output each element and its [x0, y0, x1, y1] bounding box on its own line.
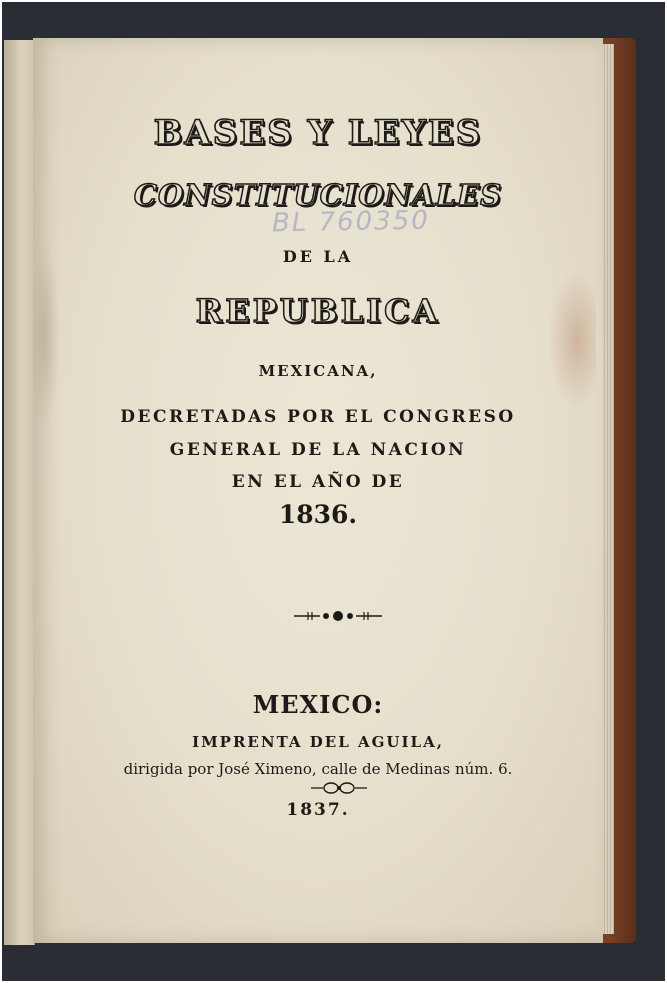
title-line-2: CONSTITUCIONALES — [133, 178, 503, 212]
decree-year: 1836. — [278, 500, 358, 529]
decree-line-2: GENERAL DE LA NACION — [169, 440, 467, 460]
gutter-strip — [4, 40, 35, 945]
mexicana-text: MEXICANA, — [258, 362, 378, 380]
title-line-1: BASES Y LEYES — [153, 113, 483, 153]
imprint-city: MEXICO: — [252, 690, 384, 719]
publication-year: 1837. — [286, 800, 350, 820]
decree-line-1: DECRETADAS POR EL CONGRESO — [120, 407, 516, 427]
decree-line-3: EN EL AÑO DE — [231, 472, 405, 492]
imprint-address: dirigida por José Ximeno, calle de Medinas núm. 6. — [123, 760, 513, 778]
scroll-ornament-icon — [309, 778, 369, 798]
imprint-press: IMPRENTA DEL AGUILA, — [192, 733, 444, 751]
library-shelfmark: BL 760350 — [271, 205, 431, 239]
republica-title: REPUBLICA — [195, 292, 441, 330]
foxing-stain — [548, 270, 596, 410]
printer-ornament-icon — [290, 606, 386, 626]
gutter-stain — [30, 240, 60, 430]
de-la-text: DE LA — [282, 247, 354, 266]
